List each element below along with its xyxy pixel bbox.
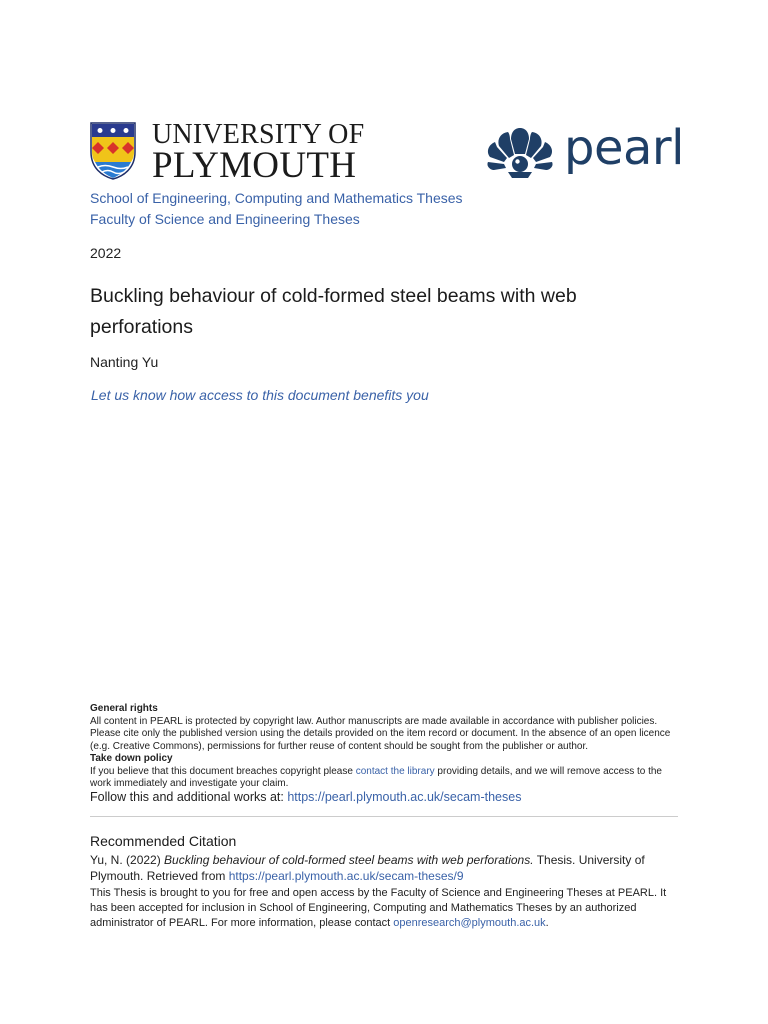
about-text: This Thesis is brought to you for free and open access by the Faculty of Science and Engineering Theses at PEARL. It has been accepted for inclusion in School of Engineering, Computing and Mathematics Theses by an authorized administrator of PEARL. For more information, please contact openresearch@plymouth.ac.uk. [90,887,667,929]
pearl-logo [484,120,684,180]
publication-year: 2022 [90,245,122,261]
series-link-faculty-theses[interactable]: Faculty of Science and Engineering Theses [90,210,360,227]
citation-title: Buckling behaviour of cold-formed steel beams with web perforations. [164,853,534,867]
author-name: Nanting Yu [90,354,159,370]
university-logo [90,119,365,186]
follow-works [90,790,521,804]
university-name-line2: PLYMOUTH [152,145,357,186]
rights-section [90,703,680,791]
takedown-text: If you believe that this document breaches copyright please contact the library providing details, and we will remove access to the work immediately and investigate your claim. [90,765,662,789]
series-link-secam-theses[interactable]: School of Engineering, Computing and Mathematics Theses [90,190,463,206]
university-crest-icon [90,122,136,180]
citation-text: Yu, N. (2022) Buckling behaviour of cold-formed steel beams with web perforations. Thesis. University of Plymouth. Retrieved from https://pearl.plymouth.ac.uk/secam-theses/9 [90,853,645,883]
series-links [90,188,463,229]
contact-email-link[interactable]: openresearch@plymouth.ac.uk [393,917,546,929]
recommended-citation-heading: Recommended Citation [90,833,237,849]
citation-link[interactable]: https://pearl.plymouth.ac.uk/secam-theses/9 [228,868,464,883]
feedback-link[interactable]: Let us know how access to this document benefits you [91,387,429,403]
general-rights-heading: General rights [90,703,158,714]
follow-label: Follow this and additional works at: [90,790,288,804]
shell-icon [484,124,556,180]
follow-works-link[interactable]: https://pearl.plymouth.ac.uk/secam-theses [287,790,522,804]
document-title: Buckling behaviour of cold-formed steel beams with web perforations [90,285,577,338]
pearl-wordmark: pearl [564,120,684,176]
university-name-line1: UNIVERSITY OF [152,119,365,150]
contact-library-link[interactable]: contact the library [355,765,435,777]
section-divider [90,816,678,817]
takedown-heading: Take down policy [90,753,173,764]
general-rights-text: All content in PEARL is protected by copyright law. Author manuscripts are made available in accordance with publisher policies. Please cite only the published version using the details provided on the item record or document. In the absence of an open licence (e.g. Creative Commons), permissions for further reuse of content should be sought from the publisher or author. [90,715,671,752]
